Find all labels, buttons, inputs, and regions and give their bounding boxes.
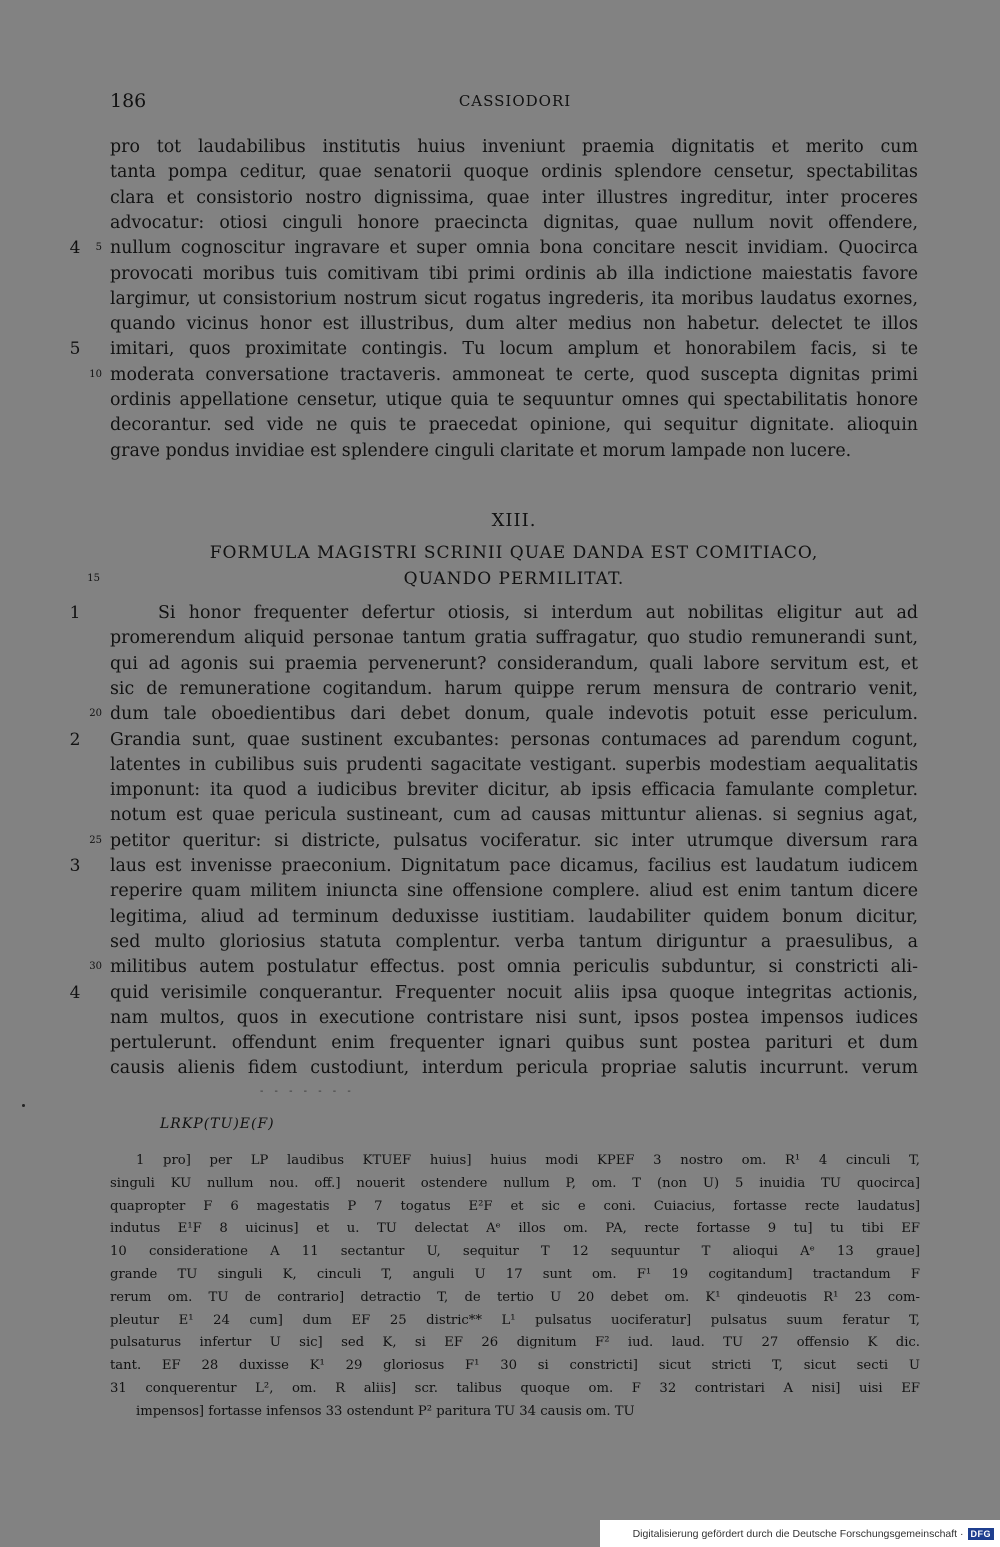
section-marker: 4: [69, 982, 81, 1003]
paragraph1-line: grave pondus invidiae est splendere cinguli claritate et morum lampade non lucere.: [110, 440, 852, 461]
paragraph2-line: pertulerunt. offendunt enim frequenter ignari quibus sunt postea parituri et dum: [110, 1033, 918, 1054]
line-number: 20: [89, 708, 102, 720]
paragraph1-line: nullum cognoscitur ingravare et super omnia bona concitare nescit invidiam. Quocirca: [110, 238, 918, 259]
apparatus-line: pulsaturus infertur U sic] sed K, si EF 26 dignitum F² iud. laud. TU 27 offensio K dic.: [110, 1335, 920, 1351]
apparatus-line: 31 conquerentur L², om. R aliis] scr. talibus quoque om. F 32 contristari A nisi] uisi EF: [110, 1381, 920, 1396]
paragraph1-line: imitari, quos proximitate contingis. Tu locum amplum et honorabilem facis, si te: [110, 339, 918, 360]
paragraph1-line: ordinis appellatione censetur, utique quia te sequuntur omnes qui spectabilitatis honore: [110, 390, 918, 410]
paragraph2-line: imponunt: ita quod a iudicibus breviter dicitur, ab ipsis efficacia famulante completur.: [110, 780, 918, 801]
paragraph2-line: sic de remuneratione cogitandum. harum quippe rerum mensura de contrario venit,: [110, 678, 918, 699]
paragraph2-line: qui ad agonis sui praemia pervenerunt? considerandum, quali labore servitum est, et: [110, 653, 918, 674]
line-number: 5: [95, 242, 102, 254]
section-marker: 1: [69, 603, 81, 623]
paragraph2-line: reperire quam militem iniuncta sine offensione complere. aliud est enim tantum dicere: [110, 881, 918, 902]
apparatus-line: rerum om. TU de contrario] detractio T, de tertio U 20 debet om. K¹ qindeuotis R¹ 23 com-: [110, 1289, 920, 1305]
paragraph2-line: quid verisimile conquerantur. Frequenter nocuit aliis ipsa quoque integritas actionis,: [110, 982, 918, 1003]
paragraph2-line: Si honor frequenter defertur otiosis, si interdum aut nobilitas eligitur aut ad: [158, 603, 918, 623]
section-marker: 2: [69, 729, 81, 750]
apparatus-line: tant. EF 28 duxisse K¹ 29 gloriosus F¹ 30 si constricti] sicut stricti T, sicut secti U: [110, 1358, 920, 1374]
apparatus-line: singuli KU nullum nou. off.] nouerit ostendere nullum P, om. T (non U) 5 inuidia TU quocirca]: [110, 1175, 920, 1191]
paragraph1-line: tanta pompa ceditur, quae senatorii quoque ordinis splendore censetur, spectabilitas: [110, 162, 918, 183]
page-number: 186: [110, 90, 147, 112]
paragraph2-line: laus est invenisse praeconium. Dignitatum pace dicamus, facilius est laudatum iudicem: [110, 856, 918, 876]
dfg-logo: DFG: [968, 1528, 995, 1540]
apparatus-line: 10 consideratione A 11 sectantur U, sequitur T 12 sequuntur T alioqui Aᵉ 13 graue]: [110, 1244, 920, 1260]
paragraph2-line: latentes in cubilibus suis prudenti sagacitate vestigant. superbis modestiam aequalitatis: [110, 754, 918, 775]
section-marker: 5: [69, 339, 81, 360]
paragraph1-line: quando vicinus honor est illustribus, dum alter medius non habetur. delectet te illos: [110, 314, 918, 335]
paragraph1-line: moderata conversatione tractaveris. ammoneat te certe, quod suscepta dignitas primi: [110, 364, 918, 385]
apparatus-line: impensos] fortasse infensos 33 ostendunt P² paritura TU 34 causis om. TU: [136, 1403, 635, 1419]
page-header: [110, 90, 920, 120]
section-number: XIII.: [491, 510, 537, 531]
paragraph2-line: petitor queritur: si districte, pulsatus vociferatur. sic inter utrumque diversum rara: [110, 830, 918, 851]
line-number: 30: [89, 961, 102, 973]
line-number: 15: [87, 573, 100, 584]
paragraph2-line: nam multos, quos in executione contristare nisi sunt, ipsos postea impensos iudices: [110, 1007, 918, 1028]
paragraph2-line: notum est quae pericula sustineant, cum ad causas mittuntur alienas. si segnius agat,: [110, 805, 918, 826]
apparatus-line: grande TU singuli K, cinculi T, anguli U 17 sunt om. F¹ 19 cogitandum] tractandum F: [110, 1267, 920, 1282]
line-number: 10: [89, 368, 102, 380]
paragraph1-line: provocati moribus tuis comitivam tibi primi ordinis ab illa indictione maiestatis favore: [110, 263, 918, 284]
section-title-line-2: QUANDO PERMILITAT.: [403, 569, 625, 589]
apparatus-line: indutus E¹F 8 uicinus] et u. TU delectat Aᵉ illos om. PA, recte fortasse 9 tu] tu tibi EF: [110, 1221, 920, 1237]
paragraph1-line: pro tot laudabilibus institutis huius inveniunt praemia dignitatis et merito cum: [110, 137, 918, 157]
paragraph1-line: advocatur: otiosi cinguli honore praecincta dignitas, quae nullum novit offendere,: [110, 212, 918, 233]
footer-text: Digitalisierung gefördert durch die Deutsche Forschungsgemeinschaft ·: [632, 1527, 964, 1540]
digitization-footer: [600, 1520, 1000, 1547]
apparatus-line: 1 pro] per LP laudibus KTUEF huius] huius modi KPEF 3 nostro om. R¹ 4 cinculi T,: [136, 1153, 920, 1168]
section-marker: 3: [69, 856, 81, 876]
paragraph2-line: Grandia sunt, quae sustinent excubantes: personas contumaces ad parendum cogunt,: [110, 729, 918, 750]
paragraph2-line: sed multo gloriosius statuta complentur. verba tantum diriguntur a praesulibus, a: [110, 931, 918, 952]
paragraph2-line: militibus autem postulatur effectus. post omnia periculis subduntur, si constricti ali-: [110, 957, 918, 978]
apparatus-line: quapropter F 6 magestatis P 7 togatus E²F et sic e coni. Cuiacius, fortasse recte laudatus]: [110, 1198, 920, 1214]
line-number: 25: [89, 834, 102, 846]
running-title: CASSIODORI: [458, 92, 572, 110]
paragraph2-line: promerendum aliquid personae tantum gratia suffragatur, quo studio remunerandi sunt,: [110, 628, 918, 649]
section-title-line-1: FORMULA MAGISTRI SCRINII QUAE DANDA EST COMITIACO,: [209, 543, 819, 563]
section-marker: 4: [69, 238, 81, 259]
paragraph1-line: largimur, ut consistorium nostrum sicut rogatus ingrederis, ita moribus laudatus exornes,: [110, 288, 918, 309]
manuscript-sigla: LRKP(TU)E(F): [160, 1116, 275, 1132]
paragraph1-line: clara et consistorio nostro dignissima, quae inter illustres ingreditur, inter proceres: [110, 187, 918, 208]
separator-marks: - - - - - - -: [260, 1086, 355, 1097]
paragraph2-line: legitima, aliud ad terminum deduxisse iustitiam. laudabiliter quidem bonum dicitur,: [110, 906, 918, 927]
paragraph2-line: dum tale oboedientibus dari debet donum, quale indevotis potuit esse periculum.: [110, 704, 918, 725]
paragraph2-line: causis alienis fidem custodiunt, interdum pericula propriae salutis incurrunt. verum: [110, 1058, 918, 1079]
paragraph1-line: decorantur. sed vide ne quis te praecedat opinione, qui sequitur dignitate. alioquin: [110, 415, 918, 436]
apparatus-line: pleutur E¹ 24 cum] dum EF 25 distric** L¹ pulsatus uociferatur] pulsatus suum feratur T,: [110, 1312, 920, 1328]
speck: [22, 1104, 25, 1107]
